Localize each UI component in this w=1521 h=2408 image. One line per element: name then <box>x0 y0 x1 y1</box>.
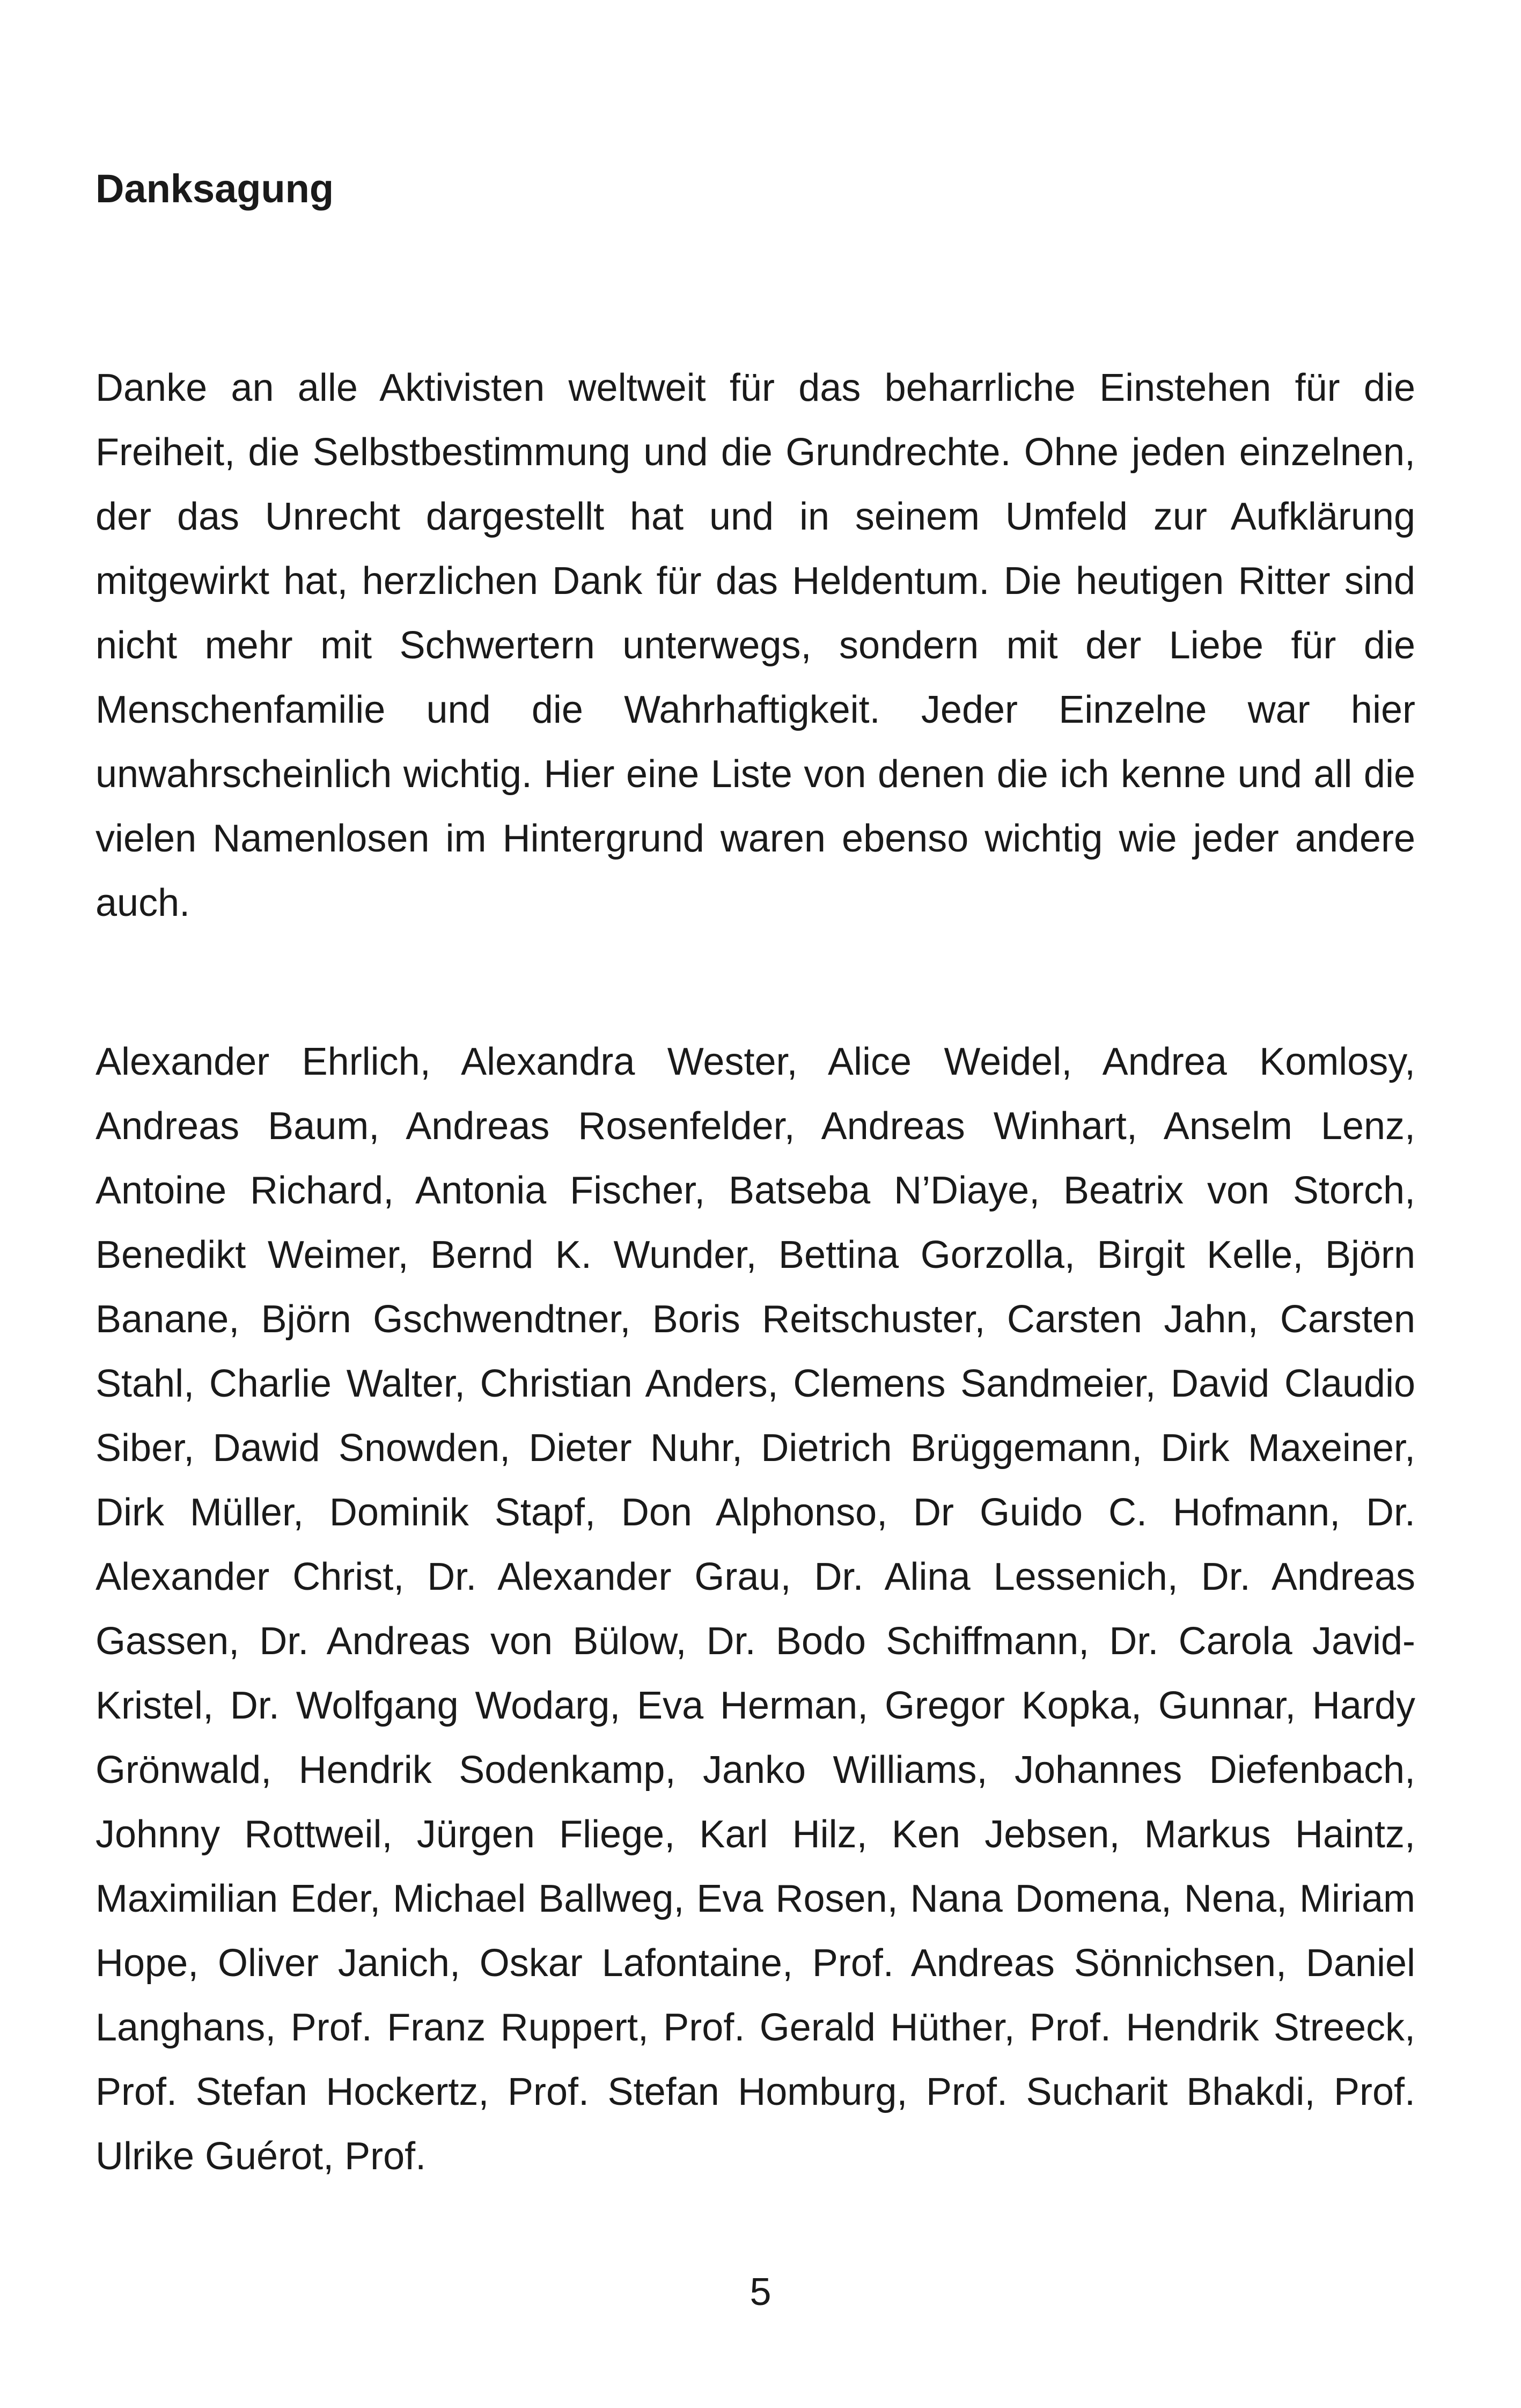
page-number: 5 <box>750 2271 771 2314</box>
names-list-paragraph: Alexander Ehrlich, Alexandra Wester, Alice Weidel, Andrea Komlosy, Andreas Baum, Andreas Rosenfelder, Andreas Winhart, Anselm Lenz, Antoine Richard, Antonia Fischer, Batseba N’Diaye, Beatrix von Storch, Benedikt Weimer, Bernd K. Wunder, Bettina Gorzolla, Birgit Kelle, Björn Banane, Björn Gschwendtner, Boris Reitschuster, Carsten Jahn, Carsten Stahl, Charlie Walter, Christian Anders, Clemens Sandmeier, David Claudio Siber, Dawid Snowden, Dieter Nuhr, Dietrich Brüggemann, Dirk Maxeiner, Dirk Müller, Dominik Stapf, Don Alphonso, Dr Guido C. Hofmann, Dr. Alexander Christ, Dr. Alexander Grau, Dr. Alina Lessenich, Dr. Andreas Gassen, Dr. Andreas von Bülow, Dr. Bodo Schiffmann, Dr. Carola Javid-Kristel, Dr. Wolfgang Wodarg, Eva Herman, Gregor Kopka, Gunnar, Hardy Grönwald, Hendrik Sodenkamp, Janko Williams, Johannes Diefenbach, Johnny Rottweil, Jürgen Fliege, Karl Hilz, Ken Jebsen, Markus Haintz, Maximilian Eder, Michael Ballweg, Eva Rosen, Nana Domena, Nena, Miriam Hope, Oliver Janich, Oskar Lafontaine, Prof. Andreas Sönnichsen, Daniel Langhans, Prof. Franz Ruppert, Prof. Gerald Hüther, Prof. Hendrik Streeck, Prof. Stefan Hockertz, Prof. Stefan Homburg, Prof. Sucharit Bhakdi, Prof. Ulrike Guérot, Prof. <box>95 1040 1415 2178</box>
page-heading: Danksagung <box>95 166 334 211</box>
intro-paragraph: Danke an alle Aktivisten weltweit für das beharrliche Einstehen für die Freiheit, die Selbstbestimmung und die Grundrechte. Ohne jeden einzelnen, der das Unrecht dargestellt hat und in seinem Umfeld zur Aufklärung mitgewirkt hat, herzlichen Dank für das Heldentum. Die heutigen Ritter sind nicht mehr mit Schwertern unterwegs, sondern mit der Liebe für die Menschenfamilie und die Wahrhaftigkeit. Jeder Einzelne war hier unwahrscheinlich wichtig. Hier eine Liste von denen die ich kenne und all die vielen Namenlosen im Hintergrund waren ebenso wichtig wie jeder andere auch. <box>95 366 1415 924</box>
